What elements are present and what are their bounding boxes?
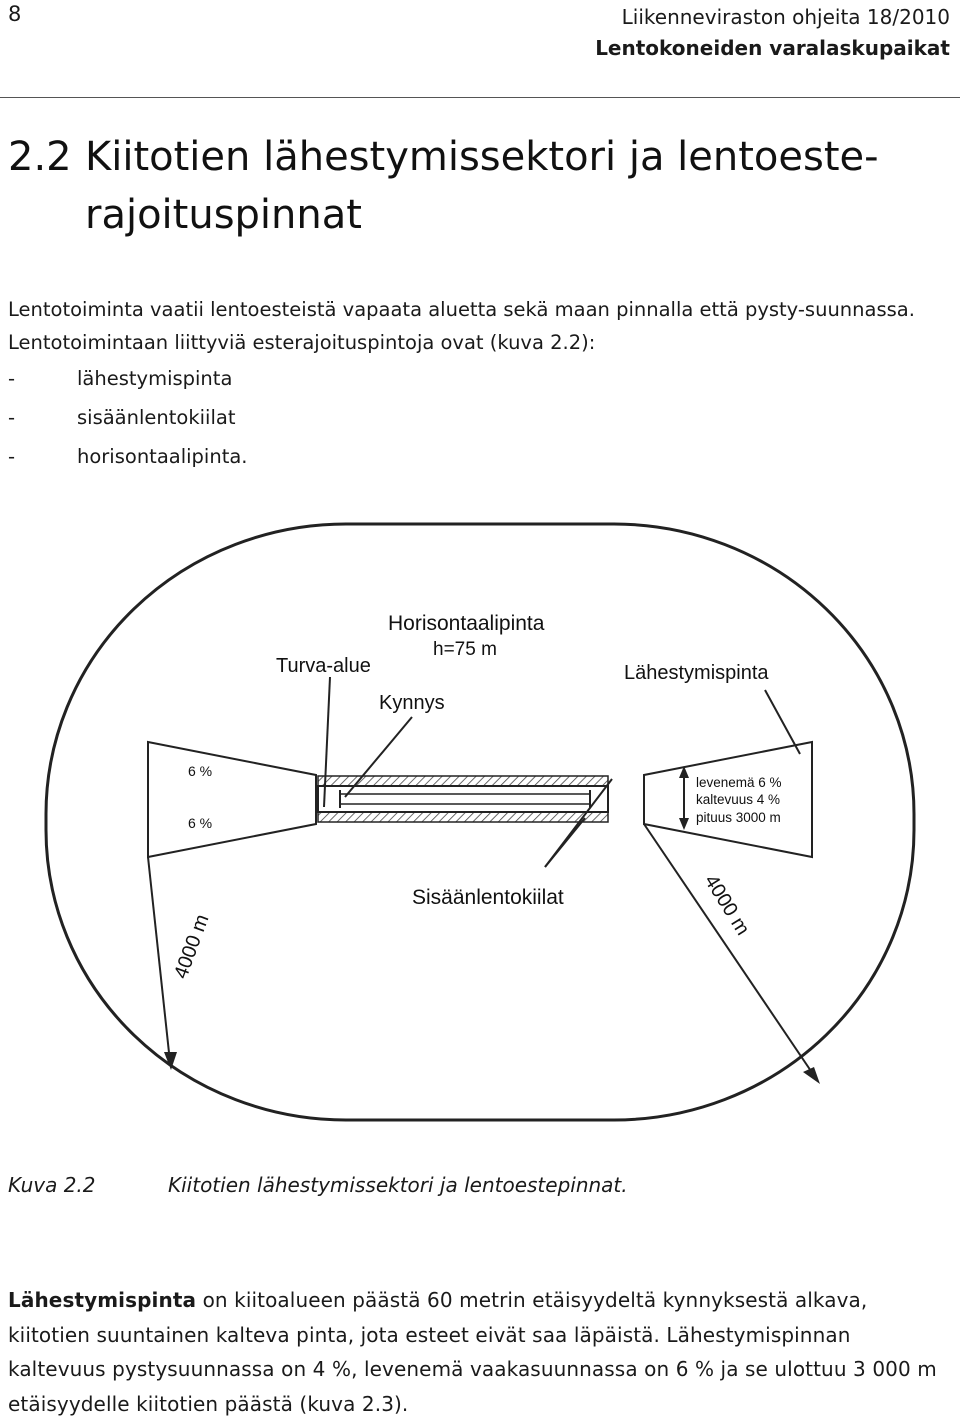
label-approach-surface: Lähestymispinta <box>624 662 769 684</box>
label-distance-left: 4000 m <box>170 911 214 982</box>
surface-list <box>8 359 248 476</box>
label-transitional-surfaces: Sisäänlentokiilat <box>412 886 564 909</box>
caption-label: Kuva 2.2 <box>8 1173 96 1197</box>
leader-approach <box>765 690 800 754</box>
label-distance-right: 4000 m <box>699 870 754 940</box>
publication-subtitle: Lentokoneiden varalaskupaikat <box>595 36 950 60</box>
page-number: 8 <box>8 2 22 26</box>
label-spec-widening: levenemä 6 % <box>696 775 782 790</box>
figure-obstacle-surfaces <box>0 522 960 1122</box>
list-item: - sisäänlentokiilat <box>8 406 236 429</box>
figure-caption <box>8 1173 628 1197</box>
label-threshold: Kynnys <box>379 692 445 714</box>
publication-title: Liikenneviraston ohjeita 18/2010 <box>621 5 950 29</box>
term-approach-surface: Lähestymispinta <box>8 1288 197 1312</box>
label-horizontal-surface: Horisontaalipinta <box>388 612 545 635</box>
label-percent-top: 6 % <box>188 763 213 779</box>
header-divider <box>0 97 960 98</box>
list-item: - lähestymispinta <box>8 367 233 390</box>
runway <box>340 794 590 804</box>
label-safety-area: Turva-alue <box>276 655 371 677</box>
dimension-arrow-left <box>148 857 170 1062</box>
label-percent-bottom: 6 % <box>188 815 213 831</box>
running-header <box>595 2 950 64</box>
caption-text: Kiitotien lähestymissektori ja lentoestepinnat. <box>168 1173 628 1197</box>
label-spec-length: pituus 3000 m <box>696 810 781 825</box>
section-number: 2.2 <box>8 134 72 180</box>
section-title-line2: rajoituspinnat <box>85 192 362 238</box>
label-height: h=75 m <box>433 639 497 660</box>
section-title <box>8 128 879 244</box>
section-title-line1: Kiitotien lähestymissektori ja lentoeste- <box>85 134 879 180</box>
intro-paragraph: Lentotoiminta vaatii lentoesteistä vapaata aluetta sekä maan pinnalla että pysty-suunnassa. Lentotoimintaan liittyviä esterajoituspintoja ovat (kuva 2.2): <box>8 298 915 354</box>
approach-surface-left <box>148 742 316 857</box>
surfaces-diagram <box>0 522 960 1122</box>
transitional-surface-bottom <box>318 812 608 822</box>
approach-paragraph-text: on kiitoalueen päästä 60 metrin etäisyydeltä kynnyksestä alkava, kiitotien suuntainen kalteva pinta, jota esteet eivät saa läpäistä. Lähestymispinnan kaltevuus pystysuunnassa on 4 %, levenemä vaakasuunnassa on 6 % ja se ulottuu 3 000 m etäisyydelle kiitotien päästä (kuva 2.3). <box>8 1288 937 1416</box>
approach-paragraph <box>8 1283 952 1421</box>
label-spec-slope: kaltevuus 4 % <box>696 792 781 807</box>
dimension-arrow-right <box>644 824 815 1077</box>
list-item: - horisontaalipinta. <box>8 445 248 468</box>
